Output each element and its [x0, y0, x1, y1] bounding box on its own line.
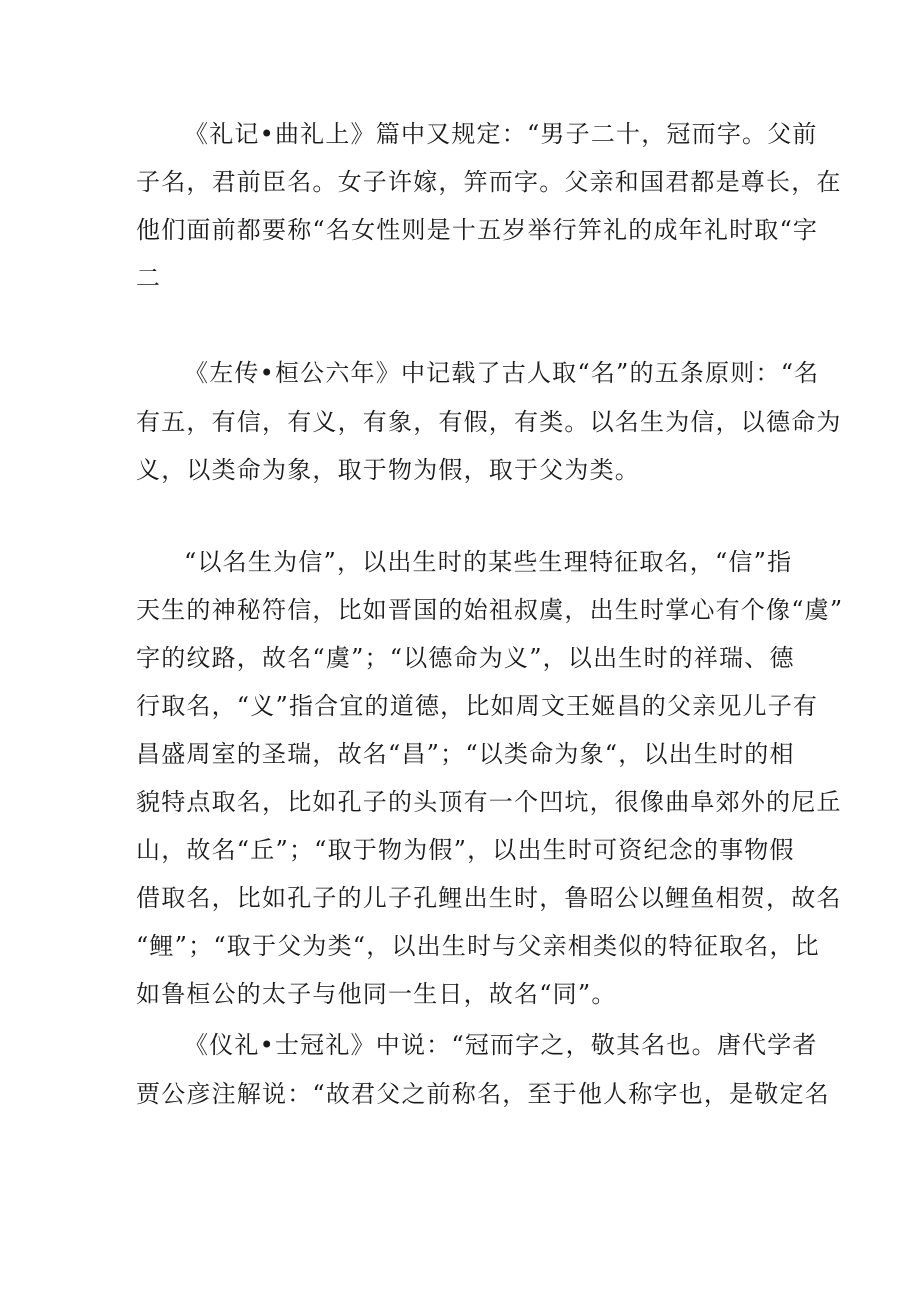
- paragraph-1-line-4: 二: [136, 264, 162, 292]
- paragraph-3-line-4: 行取名，“义”指合宜的道德，比如周文王姬昌的父亲见儿子有: [136, 692, 819, 720]
- paragraph-3-line-8: 借取名，比如孔子的儿子孔鲤出生时，鲁昭公以鲤鱼相贺，故名: [136, 884, 842, 912]
- paragraph-2-line-1: 《左传•桓公六年》中记载了古人取“名”的五条原则：“名: [184, 359, 820, 387]
- paragraph-4-line-2: 贾公彦注解说：“故君父之前称名，至于他人称字也，是敬定名: [136, 1080, 830, 1108]
- paragraph-4-line-1: 《仪礼•士冠礼》中说：“冠而字之，敬其名也。唐代学者: [184, 1031, 818, 1059]
- paragraph-3-line-10: 如鲁桓公的太子与他同一生日，故名“同”。: [136, 980, 617, 1008]
- paragraph-3-line-1: “以名生为信”，以出生时的某些生理特征取名，“信”指: [184, 548, 793, 576]
- paragraph-3-line-6: 貌特点取名，比如孔子的头顶有一个凹坑，很像曲阜郊外的尼丘: [136, 788, 842, 816]
- paragraph-3-line-3: 字的纹路，故名“虞”；“以德命为义”，以出生时的祥瑞、德: [136, 644, 795, 672]
- paragraph-3-line-2: 天生的神秘符信，比如晋国的始祖叔虞，出生时掌心有个像“虞”: [136, 596, 844, 624]
- paragraph-1-line-2: 子名，君前臣名。女子许嫁，笄而字。父亲和国君都是尊长，在: [136, 168, 842, 196]
- paragraph-2-line-2: 有五，有信，有义，有象，有假，有类。以名生为信，以德命为: [136, 408, 842, 436]
- paragraph-1-line-1: 《礼记•曲礼上》篇中又规定：“男子二十，冠而字。父前: [184, 120, 818, 148]
- paragraph-3-line-9: “鲤”；“取于父为类“，以出生时与父亲相类似的特征取名，比: [136, 932, 820, 960]
- paragraph-2-line-3: 义，以类命为象，取于物为假，取于父为类。: [136, 456, 640, 484]
- paragraph-3-line-5: 昌盛周室的圣瑞，故名“昌”；“以类命为象“，以出生时的相: [136, 740, 795, 768]
- paragraph-1-line-3: 他们面前都要称“名女性则是十五岁举行笄礼的成年礼时取“字: [136, 216, 819, 244]
- paragraph-3-line-7: 山，故名“丘”；“取于物为假”，以出生时可资纪念的事物假: [136, 836, 795, 864]
